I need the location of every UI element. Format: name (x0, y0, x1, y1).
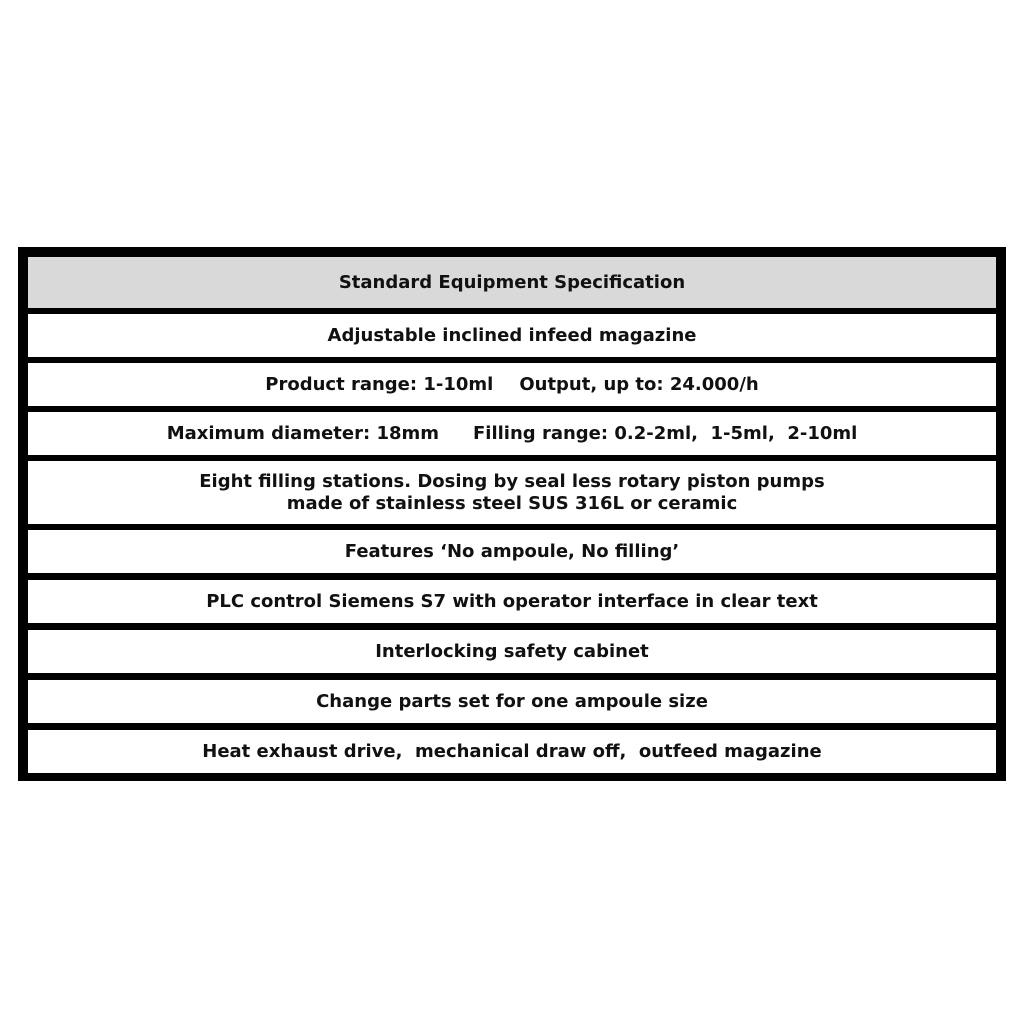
table-row (28, 730, 996, 773)
spec-plc-control: PLC control Siemens S7 with operator interface in clear text (206, 590, 818, 612)
table-row (28, 680, 996, 723)
spec-filling-range: Filling range: 0.2-2ml, 1-5ml, 2-10ml (473, 422, 858, 444)
spec-heat-exhaust: Heat exhaust drive, mechanical draw off, outfeed magazine (202, 740, 822, 762)
spec-maximum-diameter: Maximum diameter: 18mm (166, 422, 439, 444)
table-row (28, 363, 996, 406)
table-header-row (28, 257, 996, 308)
spec-filling-stations-line-2: made of stainless steel SUS 316L or ceramic (286, 492, 738, 514)
specification-table (18, 247, 1006, 781)
spec-change-parts: Change parts set for one ampoule size (316, 690, 708, 712)
table-row (28, 630, 996, 673)
spec-product-range: Product range: 1-10ml (265, 373, 494, 395)
table-row (28, 580, 996, 623)
table-title: Standard Equipment Specification (338, 271, 686, 293)
spec-infeed-magazine: Adjustable inclined infeed magazine (327, 324, 697, 346)
spec-safety-cabinet: Interlocking safety cabinet (375, 640, 649, 662)
table-row (28, 530, 996, 573)
spec-features: Features ‘No ampoule, No filling’ (344, 540, 680, 562)
spec-filling-stations-line-1: Eight filling stations. Dosing by seal less rotary piston pumps (199, 470, 825, 492)
table-row (28, 412, 996, 455)
spec-output: Output, up to: 24.000/h (519, 373, 759, 395)
table-row (28, 461, 996, 524)
table-row (28, 314, 996, 357)
